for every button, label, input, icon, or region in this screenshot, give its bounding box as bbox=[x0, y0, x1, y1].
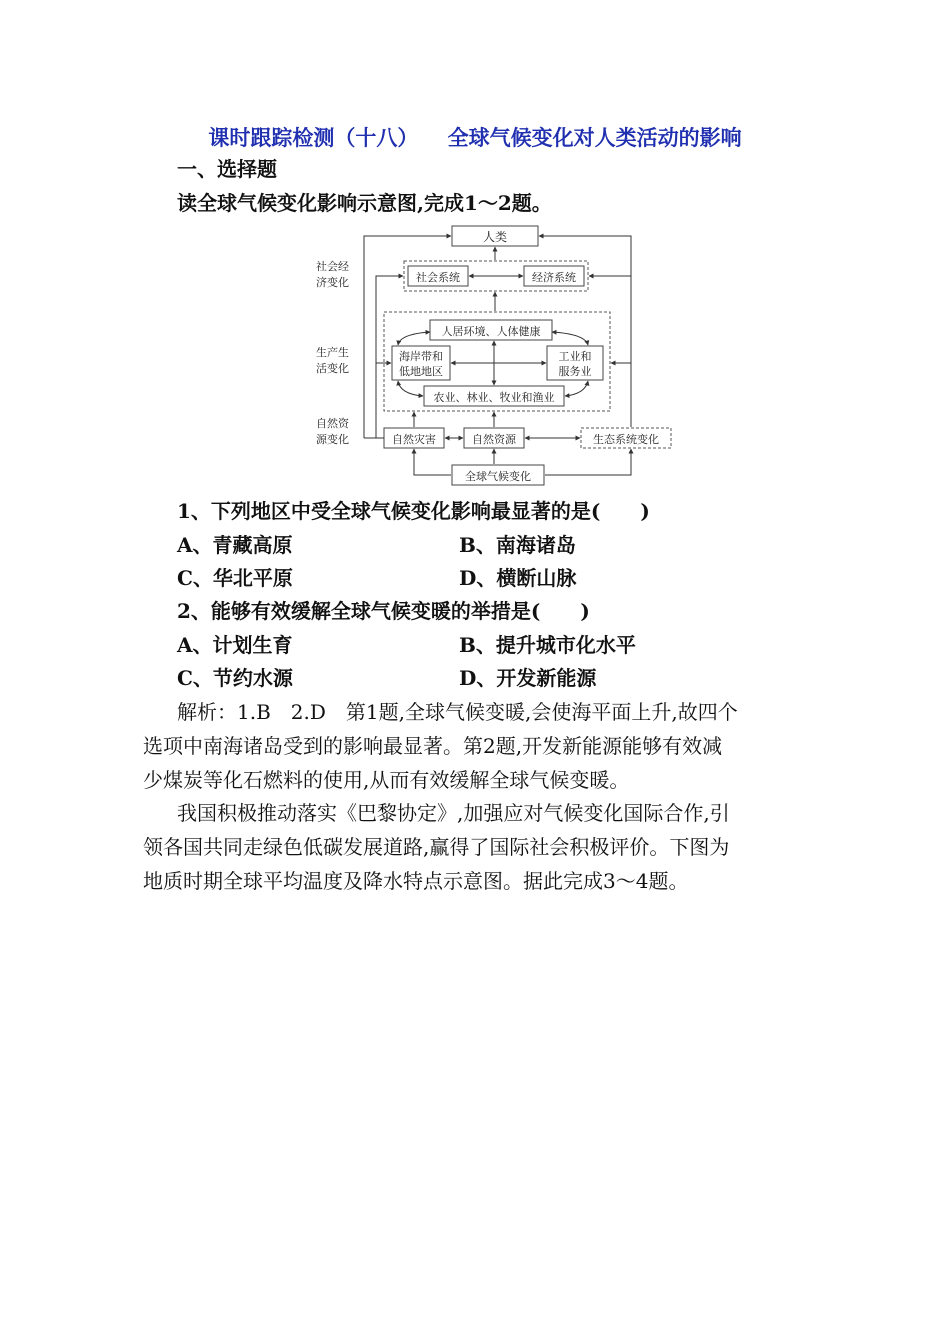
analysis-line-1: 解析：1.B 2.D 第1题,全球气候变暖,会使海平面上升,故四个 bbox=[177, 700, 738, 724]
label-production-2: 活变化 bbox=[316, 362, 349, 375]
passage-line-3: 地质时期全球平均温度及降水特点示意图。据此完成3～4题。 bbox=[143, 869, 689, 893]
section-heading: 一、选择题 bbox=[177, 157, 277, 181]
label-natural-2: 源变化 bbox=[316, 433, 349, 446]
label-production-1: 生产生 bbox=[316, 346, 349, 359]
box-natural-resources: 自然资源 bbox=[472, 433, 516, 446]
label-socioeconomic-2: 济变化 bbox=[316, 276, 349, 289]
box-natural-disaster: 自然灾害 bbox=[392, 433, 436, 446]
q1-stem: 1、下列地区中受全球气候变化影响最显著的是( ) bbox=[177, 499, 650, 523]
box-coast-2: 低地地区 bbox=[399, 365, 443, 378]
box-ecosystem-change: 生态系统变化 bbox=[593, 433, 659, 446]
box-social-system: 社会系统 bbox=[416, 271, 460, 284]
box-humans: 人类 bbox=[482, 230, 508, 244]
q1-option-d: D、横断山脉 bbox=[459, 566, 577, 590]
page-title: 课时跟踪检测（十八） 全球气候变化对人类活动的影响 bbox=[208, 125, 742, 150]
q1-option-b: B、南海诸岛 bbox=[459, 533, 576, 557]
box-living-health: 人居环境、人体健康 bbox=[441, 325, 541, 338]
analysis-line-2: 选项中南海诸岛受到的影响最显著。第2题,开发新能源能够有效减 bbox=[143, 734, 723, 758]
q2-option-c: C、节约水源 bbox=[177, 666, 293, 690]
q2-option-b: B、提升城市化水平 bbox=[459, 633, 636, 657]
box-global-climate-change: 全球气候变化 bbox=[465, 470, 531, 483]
label-natural-1: 自然资 bbox=[316, 417, 349, 430]
q2-option-a: A、计划生育 bbox=[177, 633, 293, 657]
box-industry-1: 工业和 bbox=[558, 350, 592, 363]
box-industry-2: 服务业 bbox=[558, 365, 592, 378]
q2-option-d: D、开发新能源 bbox=[459, 666, 597, 690]
passage-line-2: 领各国共同走绿色低碳发展道路,赢得了国际社会积极评价。下图为 bbox=[143, 835, 730, 859]
box-agriculture: 农业、林业、牧业和渔业 bbox=[433, 391, 555, 404]
label-socioeconomic-1: 社会经 bbox=[316, 260, 349, 273]
analysis-line-3: 少煤炭等化石燃料的使用,从而有效缓解全球气候变暖。 bbox=[143, 768, 630, 792]
passage-line-1: 我国积极推动落实《巴黎协定》,加强应对气候变化国际合作,引 bbox=[177, 801, 730, 825]
intro-text: 读全球气候变化影响示意图,完成1～2题。 bbox=[177, 191, 552, 215]
q1-option-a: A、青藏高原 bbox=[177, 533, 293, 557]
box-economic-system: 经济系统 bbox=[532, 271, 576, 284]
q2-stem: 2、能够有效缓解全球气候变暖的举措是( ) bbox=[177, 599, 590, 623]
climate-impact-diagram bbox=[300, 222, 680, 487]
q1-option-c: C、华北平原 bbox=[177, 566, 293, 590]
box-coast-1: 海岸带和 bbox=[399, 350, 443, 363]
